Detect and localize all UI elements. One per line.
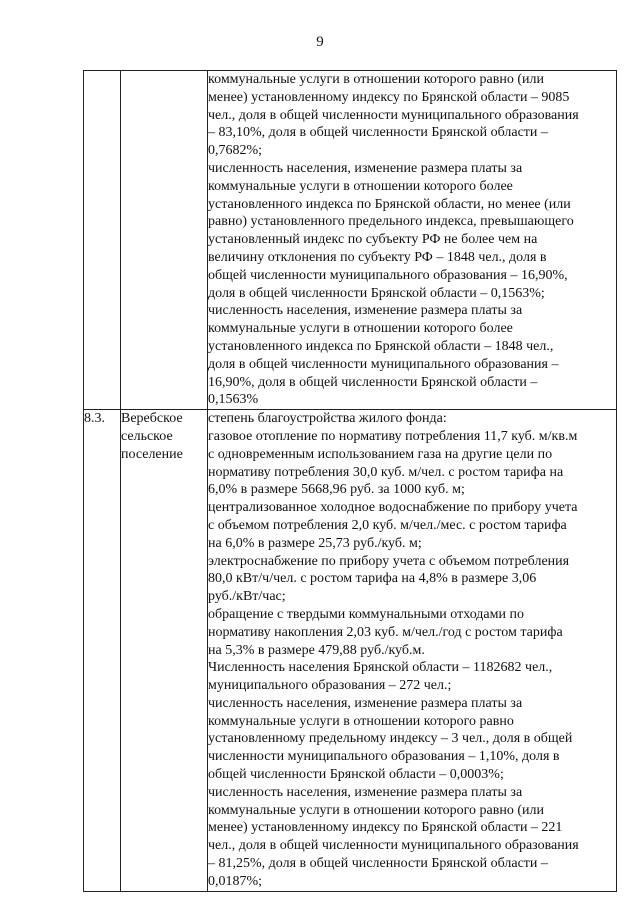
text-line: численность населения, изменение размера платы за	[208, 303, 523, 319]
row-number-cell: 8.3.	[84, 410, 121, 892]
text-line: 16,90%, доля в общей численности Брянской области –	[208, 374, 538, 390]
row-number-cell	[84, 71, 121, 410]
text-line: численность населения, изменение размера платы за	[208, 160, 523, 176]
text-line: с объемом потребления 2,0 куб. м/чел./мес. с ростом тарифа	[208, 517, 567, 533]
text-line: руб./кВт/час;	[208, 589, 286, 605]
text-line: 80,0 кВт/ч/чел. с ростом тарифа на 4,8% в размере 3,06	[208, 571, 537, 587]
settlement-name-cell	[121, 410, 208, 892]
text-line: с одновременным использованием газа на другие цели по	[208, 446, 553, 462]
text-line: коммунальные услуги в отношении которого более	[208, 321, 513, 337]
text-line: на 5,3% в размере 479,88 руб./куб.м.	[208, 642, 425, 658]
text-line: общей численности Брянской области – 0,0003%;	[208, 767, 504, 783]
page-number: 9	[316, 34, 324, 50]
text-line: коммунальные услуги в отношении которого равно	[208, 713, 514, 729]
table-row	[84, 71, 617, 410]
text-line: менее) установленному индексу по Брянской области – 221	[208, 820, 563, 836]
text-line: степень благоустройства жилого фонда:	[208, 411, 447, 427]
text-line: численность населения, изменение размера платы за	[208, 784, 523, 800]
text-line: чел., доля в общей численности муниципального образования	[208, 107, 579, 123]
text-line: численности муниципального образования – 1,10%, доля в	[208, 749, 560, 765]
text-line: – 83,10%, доля в общей численности Брянской области –	[208, 125, 548, 141]
text-line: коммунальные услуги в отношении которого более	[208, 178, 513, 194]
text-line: муниципального образования – 272 чел.;	[208, 678, 452, 694]
text-line: 0,7682%;	[208, 143, 263, 159]
text-line: Численность населения Брянской области – 1182682 чел.,	[208, 660, 553, 676]
text-line: общей численности муниципального образования – 16,90%,	[208, 267, 568, 283]
text-line: величину отклонения по субъекту РФ – 1848 чел., доля в	[208, 249, 547, 265]
settlement-name-line: поселение	[121, 446, 183, 462]
description-cell	[208, 71, 617, 410]
text-line: – 81,25%, доля в общей численности Брянской области –	[208, 856, 548, 872]
settlement-name-line: Веребское	[121, 411, 183, 427]
text-line: на 6,0% в размере 25,73 руб./куб. м;	[208, 535, 422, 551]
text-line: установленного индекса по Брянской области – 1848 чел.,	[208, 338, 554, 354]
text-line: централизованное холодное водоснабжение по прибору учета	[208, 500, 578, 516]
text-line: обращение с твердыми коммунальными отходами по	[208, 606, 524, 622]
text-line: установленного индекса по Брянской области, но менее (или	[208, 196, 571, 212]
text-line: установленному предельному индексу – 3 чел., доля в общей	[208, 731, 573, 747]
text-line: коммунальные услуги в отношении которого равно (или	[208, 802, 544, 818]
text-line: 0,0187%;	[208, 873, 263, 889]
settlement-name-line: сельское	[121, 428, 173, 444]
text-line: газовое отопление по нормативу потребления 11,7 куб. м/кв.м	[208, 428, 578, 444]
text-line: равно) установленного предельного индекса, превышающего	[208, 214, 574, 230]
content-table	[83, 70, 617, 892]
text-line: чел., доля в общей численности муниципального образования	[208, 838, 579, 854]
text-line: установленный индекс по субъекту РФ не более чем на	[208, 232, 538, 248]
table-row	[84, 410, 617, 892]
description-cell	[208, 410, 617, 892]
settlement-name-cell	[121, 71, 208, 410]
text-line: электроснабжение по прибору учета с объемом потребления	[208, 553, 570, 569]
text-line: доля в общей численности Брянской области – 0,1563%;	[208, 285, 545, 301]
text-line: нормативу накопления 2,03 куб. м/чел./год с ростом тарифа	[208, 624, 563, 640]
text-line: 0,1563%	[208, 392, 259, 408]
text-line: доля в общей численности муниципального образования –	[208, 356, 559, 372]
text-line: коммунальные услуги в отношении которого равно (или	[208, 72, 544, 87]
text-line: 6,0% в размере 5668,96 руб. за 1000 куб. м;	[208, 482, 465, 498]
text-line: менее) установленному индексу по Брянской области – 9085	[208, 89, 570, 105]
text-line: нормативу потребления 30,0 куб. м/чел. с ростом тарифа на	[208, 464, 564, 480]
text-line: численность населения, изменение размера платы за	[208, 695, 523, 711]
